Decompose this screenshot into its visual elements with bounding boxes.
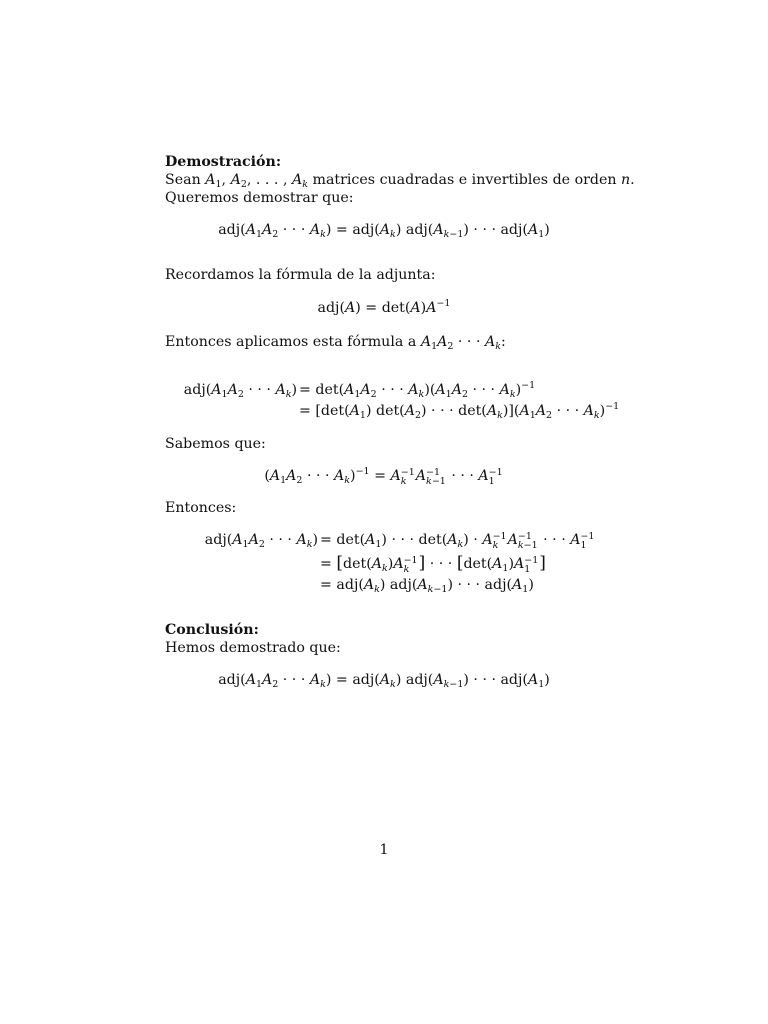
sabemos-text: Sabemos que: xyxy=(165,436,266,452)
equation-apply-rhs-1: = $\det(A_1A_2$ · · · $A_k)(A_1A_2$ · · · $A_k)^{-1}$ xyxy=(299,380,536,400)
apply-text: Entonces aplicamos esta fórmula a $A_1A_2$ · · · $A_k$: xyxy=(165,334,506,352)
intro-suffix: matrices cuadradas e invertibles de orden xyxy=(312,172,617,188)
equation-apply-lhs: $adj(A_1A_2$ · · · $A_k$) xyxy=(183,382,297,400)
intro-line-1: Sean $A_1$, $A_2$, . . . , $A_k$ matrices cuadradas e invertibles de orden n. xyxy=(165,172,635,190)
equation-adjugate-formula: $adj(A) = \det(A)A^{-1}$ xyxy=(317,298,451,316)
recall-text: Recordamos la fórmula de la adjunta: xyxy=(165,267,436,283)
proof-heading: Demostración: xyxy=(165,154,282,170)
equation-apply-rhs-2: = [$\det(A_1) \det(A_2)$ · · · $\det(A_k)](A_1A_2$ · · · $A_k)^{-1}$ xyxy=(299,401,620,421)
equation-final-rhs-1: = $\det(A_1)$ · · · $\det(A_k) \cdot A$ −1 k A −1 k−1 · · · A −1 1 xyxy=(320,531,595,551)
equation-goal: $adj(A_1A_2$ · · · $A_k) = adj(A_k)$ $adj(A_{k-1})$ · · · $adj(A_1)$ xyxy=(218,222,550,240)
equation-final-rhs-2: = [$\det(A_k)A$ −1 k ] · · · [$\det(A_1)A$ −1 1 ] xyxy=(320,553,546,575)
equation-final-lhs: $adj(A_1A_2$ · · · $A_k$) xyxy=(204,532,318,550)
equation-inverse-product: ($A_1A_2$ · · · $A_k)^{-1} = A$ −1 k A −1 k−1 · · · A −1 1 xyxy=(264,466,503,487)
intro-prefix: Sean xyxy=(165,172,201,188)
intro-line-2: Queremos demostrar que: xyxy=(165,190,354,206)
intro-order: n xyxy=(621,172,631,188)
intro-matrices-list: $A_1$, $A_2$, . . . , $A_k$ xyxy=(205,172,308,190)
conclusion-text: Hemos demostrado que: xyxy=(165,640,341,656)
equation-conclusion: $adj(A_1A_2$ · · · $A_k) = adj(A_k)$ $adj(A_{k-1})$ · · · $adj(A_1)$ xyxy=(218,672,550,690)
equation-final-rhs-3: = $adj(A_k) adj(A_{k-1})$ · · · $adj(A_1)$ xyxy=(320,577,534,595)
page-number: 1 xyxy=(379,842,389,858)
conclusion-heading: Conclusión: xyxy=(165,622,259,638)
entonces-text: Entonces: xyxy=(165,500,237,516)
apply-text-prefix: Entonces aplicamos esta fórmula a xyxy=(165,334,417,350)
